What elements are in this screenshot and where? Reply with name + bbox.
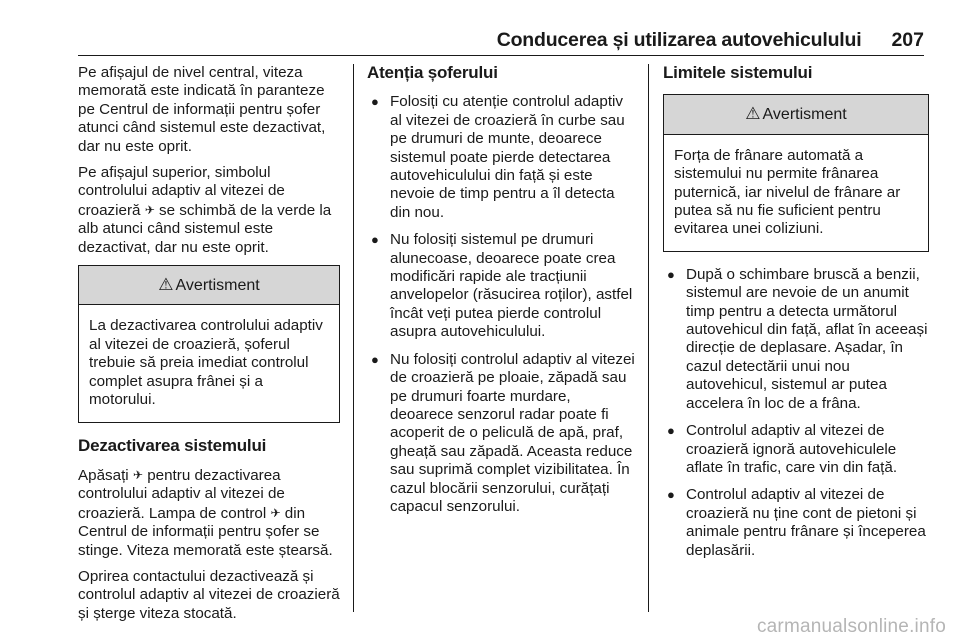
warning-box	[663, 94, 929, 251]
section-heading: Atenția șoferului	[367, 63, 498, 82]
warning-header: ⚠ Avertisment	[664, 95, 928, 134]
section-heading: Limitele sistemului	[663, 63, 813, 82]
paragraph: Pe afișajul superior, simbolul controlului adaptiv al vitezei de croazieră ✈ se schimbă de la verde la alb atunci când sistemul este dezactivat, dar nu este oprit.	[78, 164, 332, 256]
warning-header: ⚠ Avertisment	[79, 266, 339, 305]
column-divider	[353, 64, 354, 612]
warning-text: Forța de frânare automată a sistemului nu permite frânarea puternică, iar nivelul de frânare ar putea să nu fie suficient pentru evitarea unei coliziuni.	[674, 146, 901, 238]
cruise-control-icon: ✈	[144, 202, 155, 217]
cruise-control-icon: ✈	[270, 505, 281, 520]
column-middle	[367, 64, 635, 612]
list-item: ● Controlul adaptiv al vitezei de croazieră nu ține cont de pietoni și animale pentru frânare și începerea deplasării.	[667, 486, 926, 559]
list-item: ● Nu folosiți sistemul pe drumuri alunecoase, deoarece poate crea modificări rapide ale tracțiunii anvelopelor (răsucirea roților), astfel încât veți putea pierde controlul asupra autovehiculului.	[371, 231, 633, 341]
warning-box	[78, 265, 340, 422]
bullet-icon: ●	[371, 351, 379, 367]
chapter-title: Conducerea și utilizarea autovehiculului	[496, 29, 862, 51]
list-item: ● Controlul adaptiv al vitezei de croazieră ignoră autovehiculele aflate în trafic, care vin din față.	[667, 422, 898, 476]
warning-triangle-icon: ⚠	[745, 104, 761, 124]
paragraph: Oprirea contactului dezactivează și controlul adaptiv al vitezei de croazieră și șterge viteza stocată.	[78, 567, 340, 622]
list-item: ● După o schimbare bruscă a benzii, sistemul are nevoie de un anumit timp pentru a detecta următorul autovehicul din față, aflat în aceeași direcție de deplasare. Așadar, în cazul detectării unui nou autovehicul, sistemul ar putea accelera în loc de a frâna.	[667, 265, 928, 412]
bullet-icon: ●	[371, 94, 379, 110]
bullet-icon: ●	[667, 487, 675, 503]
bullet-icon: ●	[667, 266, 675, 282]
column-divider	[648, 64, 649, 612]
list-item: ● Nu folosiți controlul adaptiv al vitezei de croazieră pe ploaie, zăpadă sau pe drumuri foarte murdare, deoarece senzorul radar poate fi acoperit de o peliculă de apă, praf, gheață sau zăpadă. Aceasta reduce sau suprimă complet vizibilitatea. În cazul blocării senzorului, curățați capacul senzorului.	[371, 350, 635, 515]
list-item: ● Folosiți cu atenție controlul adaptiv al vitezei de croazieră în curbe sau pe drumuri de munte, deoarece sistemul poate pierde detectarea autovehiculului din față și este nevoie de timp pentru a îl detecta din nou.	[371, 93, 625, 221]
column-right	[663, 64, 929, 612]
paragraph: Pe afișajul de nivel central, viteza memorată este indicată în paranteze pe Centrul de informații pentru șofer atunci când sistemul este dezactivat, dar nu este oprit.	[78, 64, 326, 155]
bullet-icon: ●	[667, 423, 675, 439]
section-heading: Dezactivarea sistemului	[78, 435, 267, 455]
column-left	[78, 64, 340, 622]
cruise-control-icon: ✈	[132, 467, 143, 482]
bullet-icon: ●	[371, 232, 379, 248]
page-number: 207	[891, 29, 924, 51]
bullet-list	[663, 266, 929, 560]
page-header	[78, 26, 924, 56]
bullet-list	[367, 93, 635, 516]
warning-text: La dezactivarea controlului adaptiv al vitezei de croazieră, șoferul trebuie să preia imediat controlul complet asupra frânei și a motorului.	[89, 317, 323, 409]
paragraph: Apăsați ✈ pentru dezactivarea controlului adaptiv al vitezei de croazieră. Lampa de control ✈ din Centrul de informații pentru șofer se stinge. Viteza memorată este ștearsă.	[78, 466, 333, 559]
watermark: carmanualsonline.info	[756, 616, 946, 637]
warning-triangle-icon: ⚠	[158, 275, 174, 295]
